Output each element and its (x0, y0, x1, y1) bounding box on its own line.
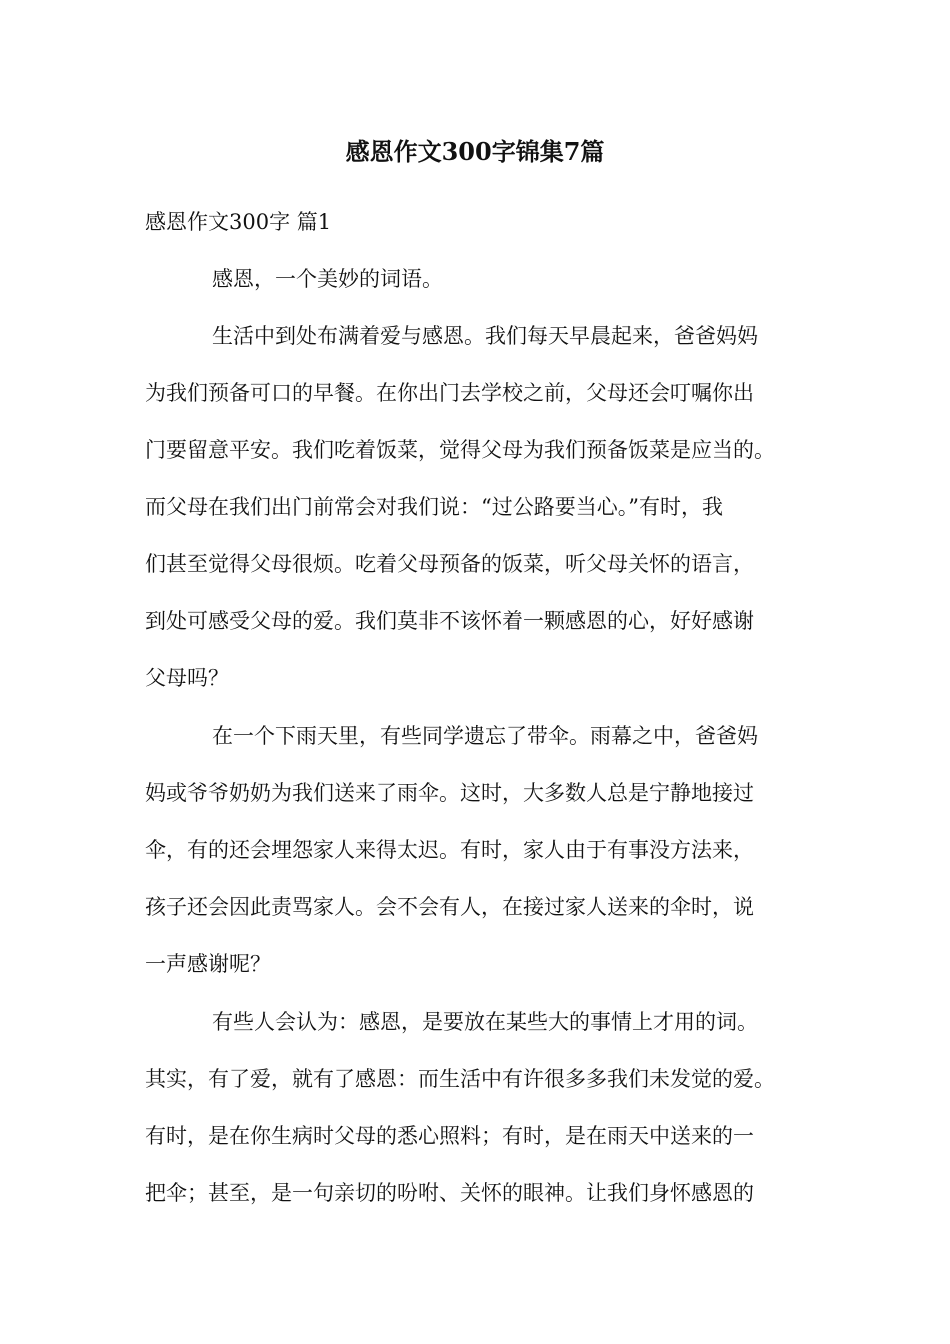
text-line: 生活中到处布满着爱与感恩。我们每天早晨起来，爸爸妈妈 (212, 324, 758, 348)
text-line: 到处可感受父母的爱。我们莫非不该怀着一颗感恩的心，好好感谢 (145, 609, 754, 633)
text-line: 把伞；甚至，是一句亲切的吩咐、关怀的眼神。让我们身怀感恩的 (145, 1181, 754, 1205)
text-line: 妈或爷爷奶奶为我们送来了雨伞。这时，大多数人总是宁静地接过 (145, 781, 754, 805)
text-line: 父母吗？ (145, 666, 229, 690)
text-line: 门要留意平安。我们吃着饭菜，觉得父母为我们预备饭菜是应当的。 (145, 438, 775, 462)
text-line: 而父母在我们出门前常会对我们说：“过公路要当心。”有时，我 (145, 495, 723, 519)
text-line: 有些人会认为：感恩，是要放在某些大的事情上才用的词。 (212, 1010, 758, 1034)
text-line: 伞，有的还会埋怨家人来得太迟。有时，家人由于有事没方法来， (145, 838, 754, 862)
text-line: 其实，有了爱，就有了感恩：而生活中有许很多多我们未发觉的爱。 (145, 1067, 775, 1091)
text-line: 感恩，一个美妙的词语。 (212, 267, 443, 291)
text-line: 孩子还会因此责骂家人。会不会有人，在接过家人送来的伞时，说 (145, 895, 754, 919)
text-line: 们甚至觉得父母很烦。吃着父母预备的饭菜，听父母关怀的语言， (145, 552, 754, 576)
text-line: 在一个下雨天里，有些同学遗忘了带伞。雨幕之中，爸爸妈 (212, 724, 758, 748)
text-line: 一声感谢呢？ (145, 952, 271, 976)
document-title: 感恩作文300字锦集7篇 (345, 137, 605, 166)
section-heading: 感恩作文300字 篇1 (145, 210, 332, 234)
text-line: 为我们预备可口的早餐。在你出门去学校之前，父母还会叮嘱你出 (145, 381, 754, 405)
text-line: 有时，是在你生病时父母的悉心照料；有时，是在雨天中送来的一 (145, 1124, 754, 1148)
